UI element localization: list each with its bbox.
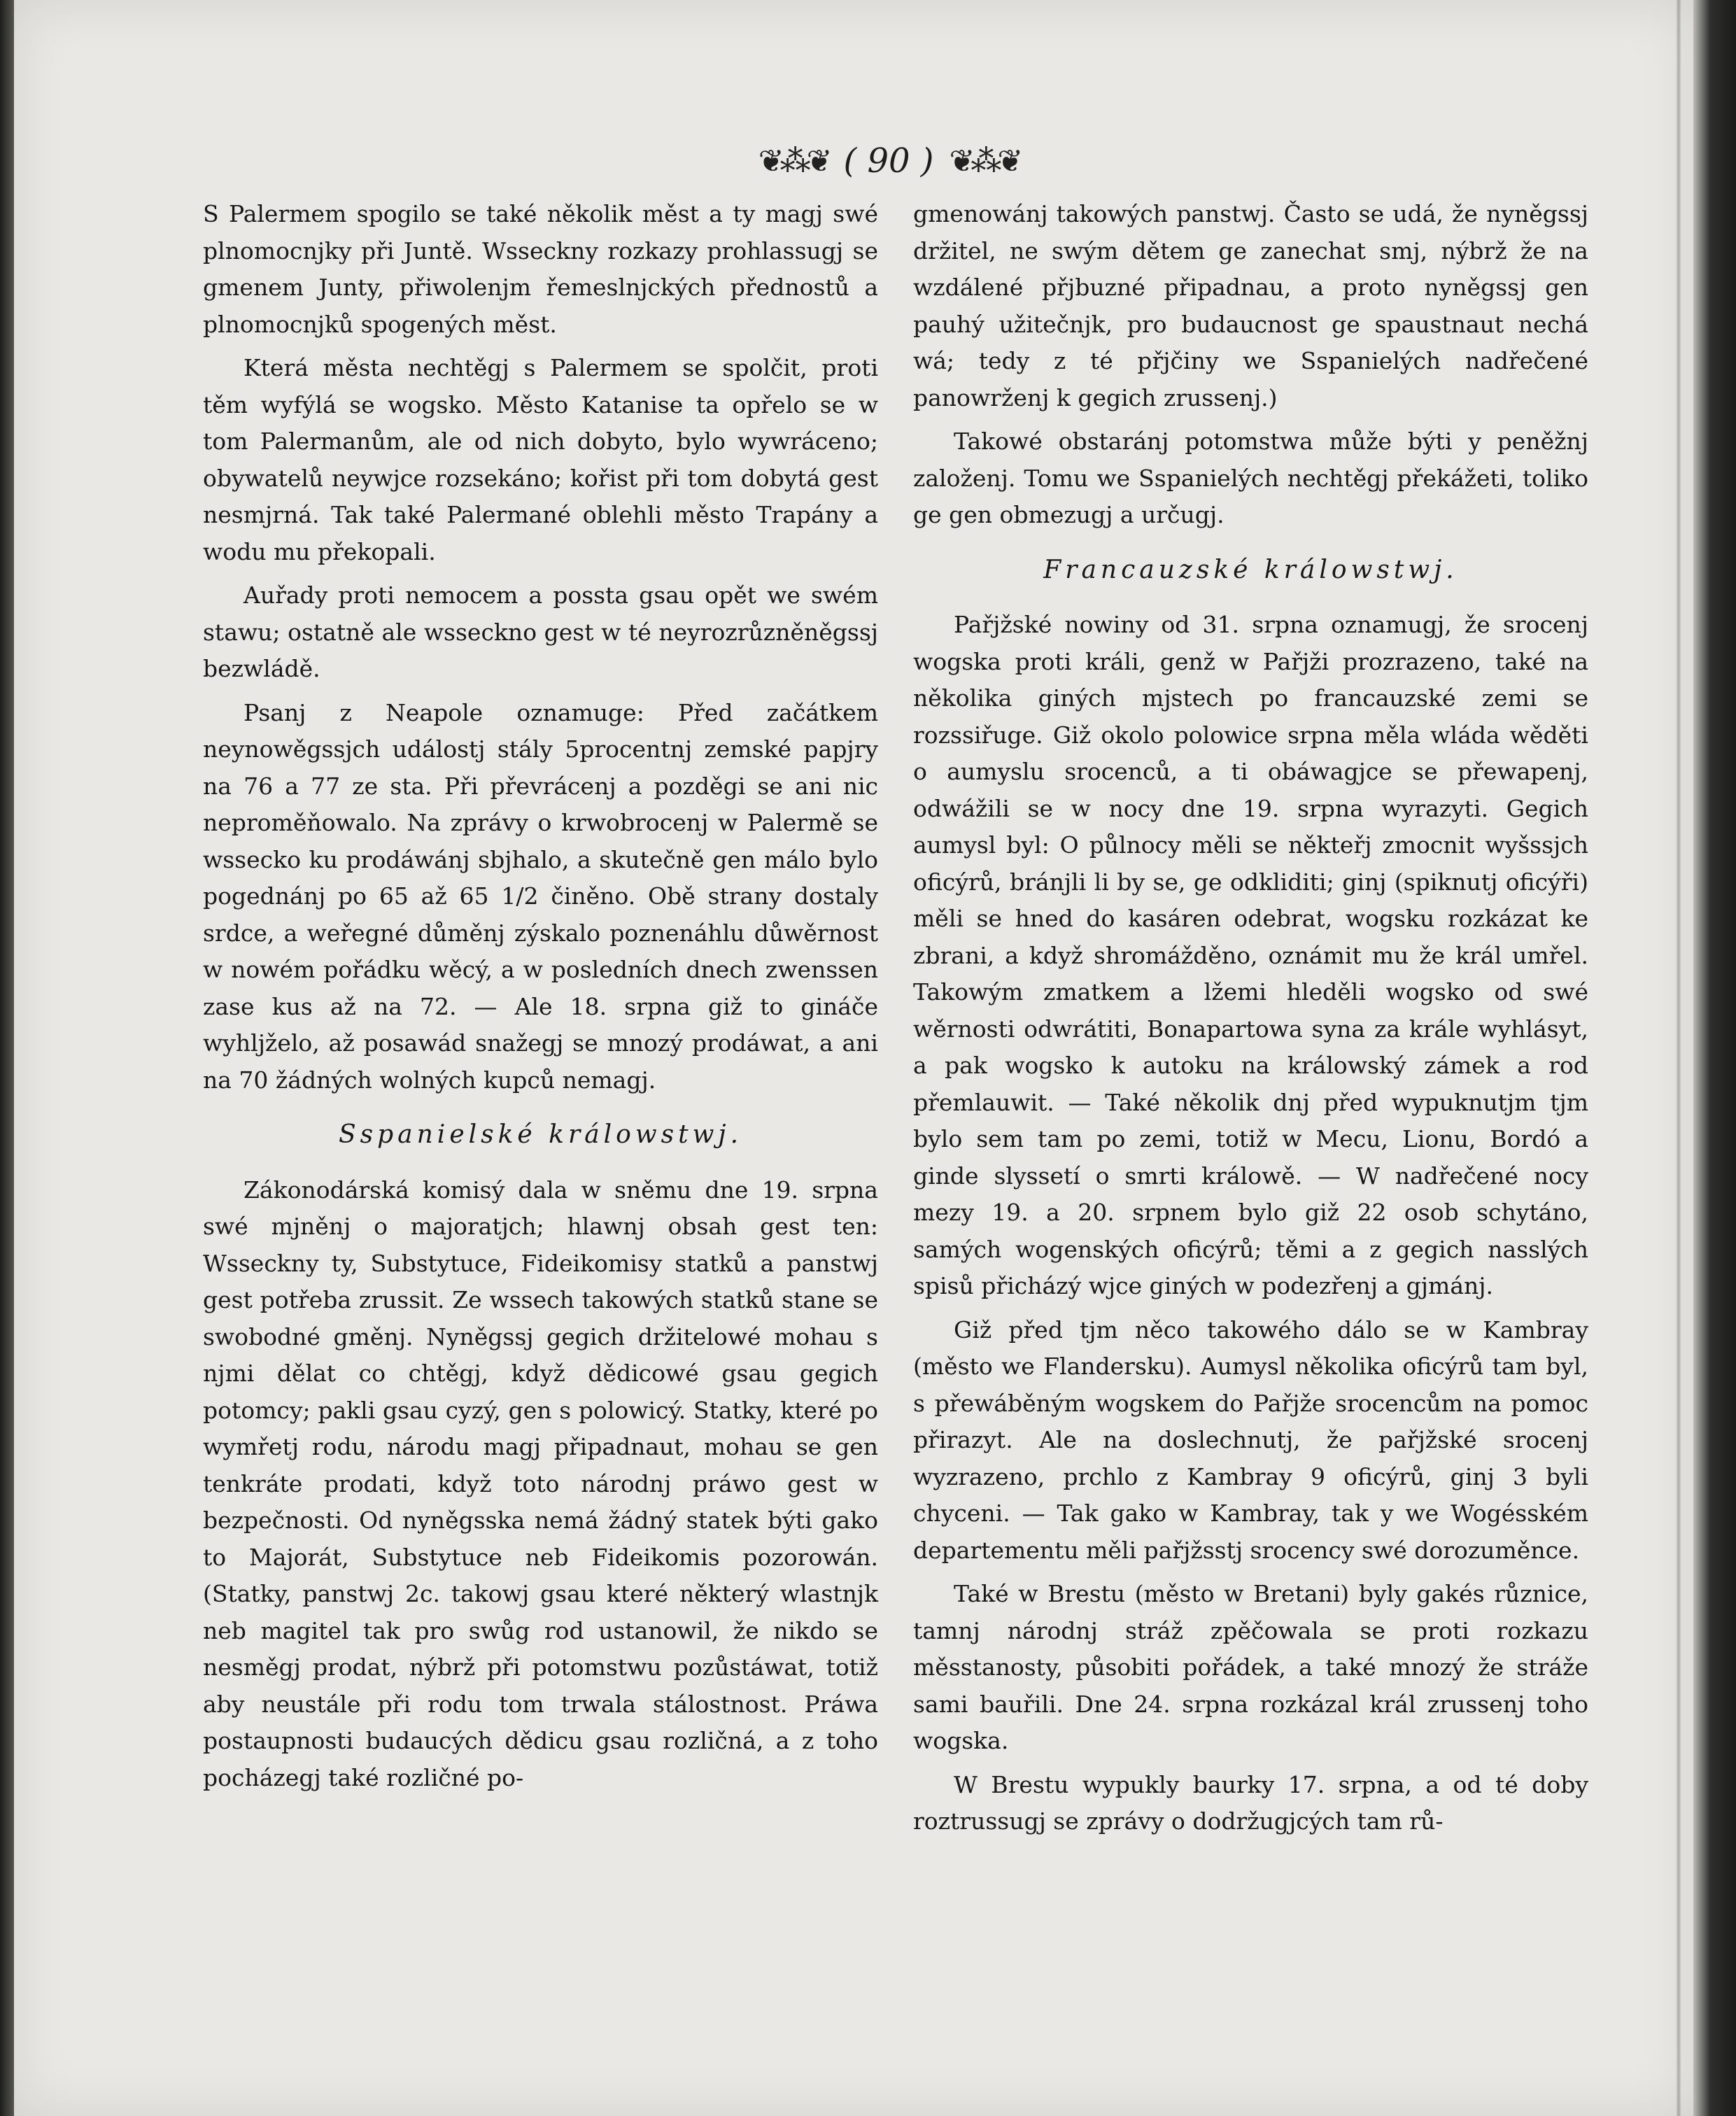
paragraph-legislative-commission: Zákonodárská komisý dala w sněmu dne 19. srpna swé mjněnj o majoratjch; hlawnj obsah gest ten: Wsseckny ty, Substytuce, Fideikomisy statků a panstwj gest potřeba zrussit. Ze wssech takowých statků stane se swobodné gměnj. Nyněgssj gegich držitelowé mohau s njmi dělat co chtěgj, když dědicowé gsau gegich potomcy; pakli gsau cyzý, gen s polowicý. Statky, které po wymřetj rodu, národu magj připadnaut, mohau se gen tenkráte prodati, když toto národnj práwo gest w bezpečnosti. Od nyněgsska nemá žádný statek býti gako to Majorát, Substytuce neb Fideikomis pozorowán. (Statky, panstwj 2c. takowj gsau které některý wlastnjk neb magitel tak pro swůg rod ustanowil, že nikdo se nesměgj prodat, nýbrž při potomstwu pozůstáwat, totiž aby neustále při rodu tom trwala stálostnost. Práwa postaupnosti budaucých dědicu gsau rozličná, a z toho pocházegj také rozličné po- (203, 1176, 878, 1791)
paragraph-monetary-foundations: Takowé obstaránj potomstwa může býti y peněžnj založenj. Tomu we Sspanielých nechtěgj překážeti, toliko ge gen obmezugj a určugj. (913, 428, 1588, 528)
paragraph-brest-riots: W Brestu wypukly baurky 17. srpna, a od té doby roztrussugj se zprávy o dodržugjcých tam rů- (913, 1770, 1588, 1835)
ornament-left-icon: ❦⁂❦ (758, 143, 828, 179)
heading-french-kingdom: Francauzské králowstwj. (1043, 555, 1458, 584)
scan-right-edge (1693, 0, 1736, 2116)
paragraph-naples-letter: Psanj z Neapole oznamuge: Před začátkem neynowěgssjch událostj stály 5procentnj zemské papjry na 76 a 77 ze sta. Při převrácenj a pozděgi se ani nic neproměňowalo. Na zprávy o krwobrocenj w Palermě se wssecko ku prodáwánj sbjhalo, a skutečně gen málo bylo pogednánj po 65 až 65 1/2 činěno. Obě strany dostaly srdce, a weřegné důměnj zýskalo poznenáhlu důwěrnost w nowém pořádku wěcý, a w posledních dnech zwenssen zase kus až na 72. — Ale 18. srpna giž to gináče wyhljželo, až posawád snažegj se mnozý prodáwat, a ani na 70 žádných wolných kupců nemagj. (203, 698, 878, 1094)
page-fold-shadow (1676, 0, 1681, 2116)
page-header (742, 133, 1036, 189)
scan-left-edge (0, 0, 14, 2116)
page-number: ( 90 ) (843, 141, 934, 181)
paragraph-cambrai: Giž před tjm něco takowého dálo se w Kambray (město we Flandersku). Aumysl několika oficýrů tam byl, s přewáběným wogskem do Pařjže srocencům na pomoc přirazyt. Ale na doslechnutj, že pařjžské srocenj wyzrazeno, prchlo z Kambray 9 oficýrů, ginj 3 byli chyceni. — Tak gako w Kambray, tak y we Wogésském departementu měli pařjžsstj srocency swé dorozuměnce. (913, 1316, 1588, 1564)
paragraph-paris-news: Pařjžské nowiny od 31. srpna oznamugj, že srocenj wogska proti králi, genž w Pařjži prozrazeno, také na několika giných mjstech po francauzské zemi se rozssiřuge. Giž okolo polowice srpna měla wláda wěděti o aumyslu srocenců, a ti obáwagjce se přewapenj, odwážili se w nocy dne 19. srpna wyrazyti. Gegich aumysl byl: O půlnocy měli se někteřj zmocnit wyšssjch oficýrů, bránjli li by se, ge odkliditi; ginj (spiknutj oficýři) měli se hned do kasáren odebrat, wogsku rozkázat ke zbrani, a když shromážděno, oznámit mu že král umřel. Takowým zmatkem a lžemi hleděli wogsko od swé wěrnosti odwrátiti, Bonapartowa syna za krále wyhlásyt, a pak wogsko k autoku na králowský zámek a rod přemlauwit. — Také několik dnj před wypuknutjm tjm bylo sem tam po zemi, totiž w Mecu, Lionu, Bordó a ginde slyssetí o smrti králowě. — W nadřečené nocy mezy 19. a 20. srpnem bylo giž 22 osob schytáno, samých wogenských oficýrů; těmi a z gegich nasslých spisů přicházý wjce giných w podezřenj a gjmánj. (913, 611, 1588, 1299)
paragraph-brest-disputes: Také w Brestu (město w Bretani) byly gakés různice, tamnj národnj stráž zpěčowala se proti rozkazu měsstanosty, působiti pořádek, a také mnozý že stráže sami bauřili. Dne 24. srpna rozkázal král zrussenj toho wogska. (913, 1580, 1588, 1754)
paragraph-health-offices: Auřady proti nemocem a possta gsau opět we swém stawu; ostatně ale wsseckno gest w té neyrozrůzněněgssj bezwládě. (203, 581, 878, 682)
heading-spanish-kingdom: Sspanielské králowstwj. (338, 1120, 743, 1149)
paragraph-army-catania: Která města nechtěgj s Palermem se spolčit, proti těm wyfýlá se wogsko. Město Katanise ta opřelo se w tom Palermanům, ale od nich dobyto, bylo wywráceno; obywatelů neywjce rozsekáno; kořist při tom dobytá gest nesmjrná. Tak také Palermané oblehli město Trapány a wodu mu překopali. (203, 354, 878, 565)
left-column (203, 196, 878, 1803)
paragraph-estates-continued: gmenowánj takowých panstwj. Často se udá, že nyněgssj držitel, ne swým dětem ge zanechat smj, nýbrž že na wzdálené přjbuzné připadnau, a proto nyněgssj gen pauhý užitečnjk, pro budaucnost ge spaustnaut nechá wá; tedy z té přjčiny we Sspanielých nadřečené panowrženj k gegich zrussenj.) (913, 200, 1588, 411)
right-column (913, 196, 1588, 1847)
paragraph-palermo-cities: S Palermem spogilo se také několik měst a ty magj swé plnomocnjky při Juntě. Wsseckny rozkazy prohlassugj se gmenem Junty, přiwolenjm řemeslnjckých přednostů a plnomocnjků spogených měst. (203, 200, 878, 338)
ornament-right-icon: ❦⁂❦ (949, 143, 1019, 179)
